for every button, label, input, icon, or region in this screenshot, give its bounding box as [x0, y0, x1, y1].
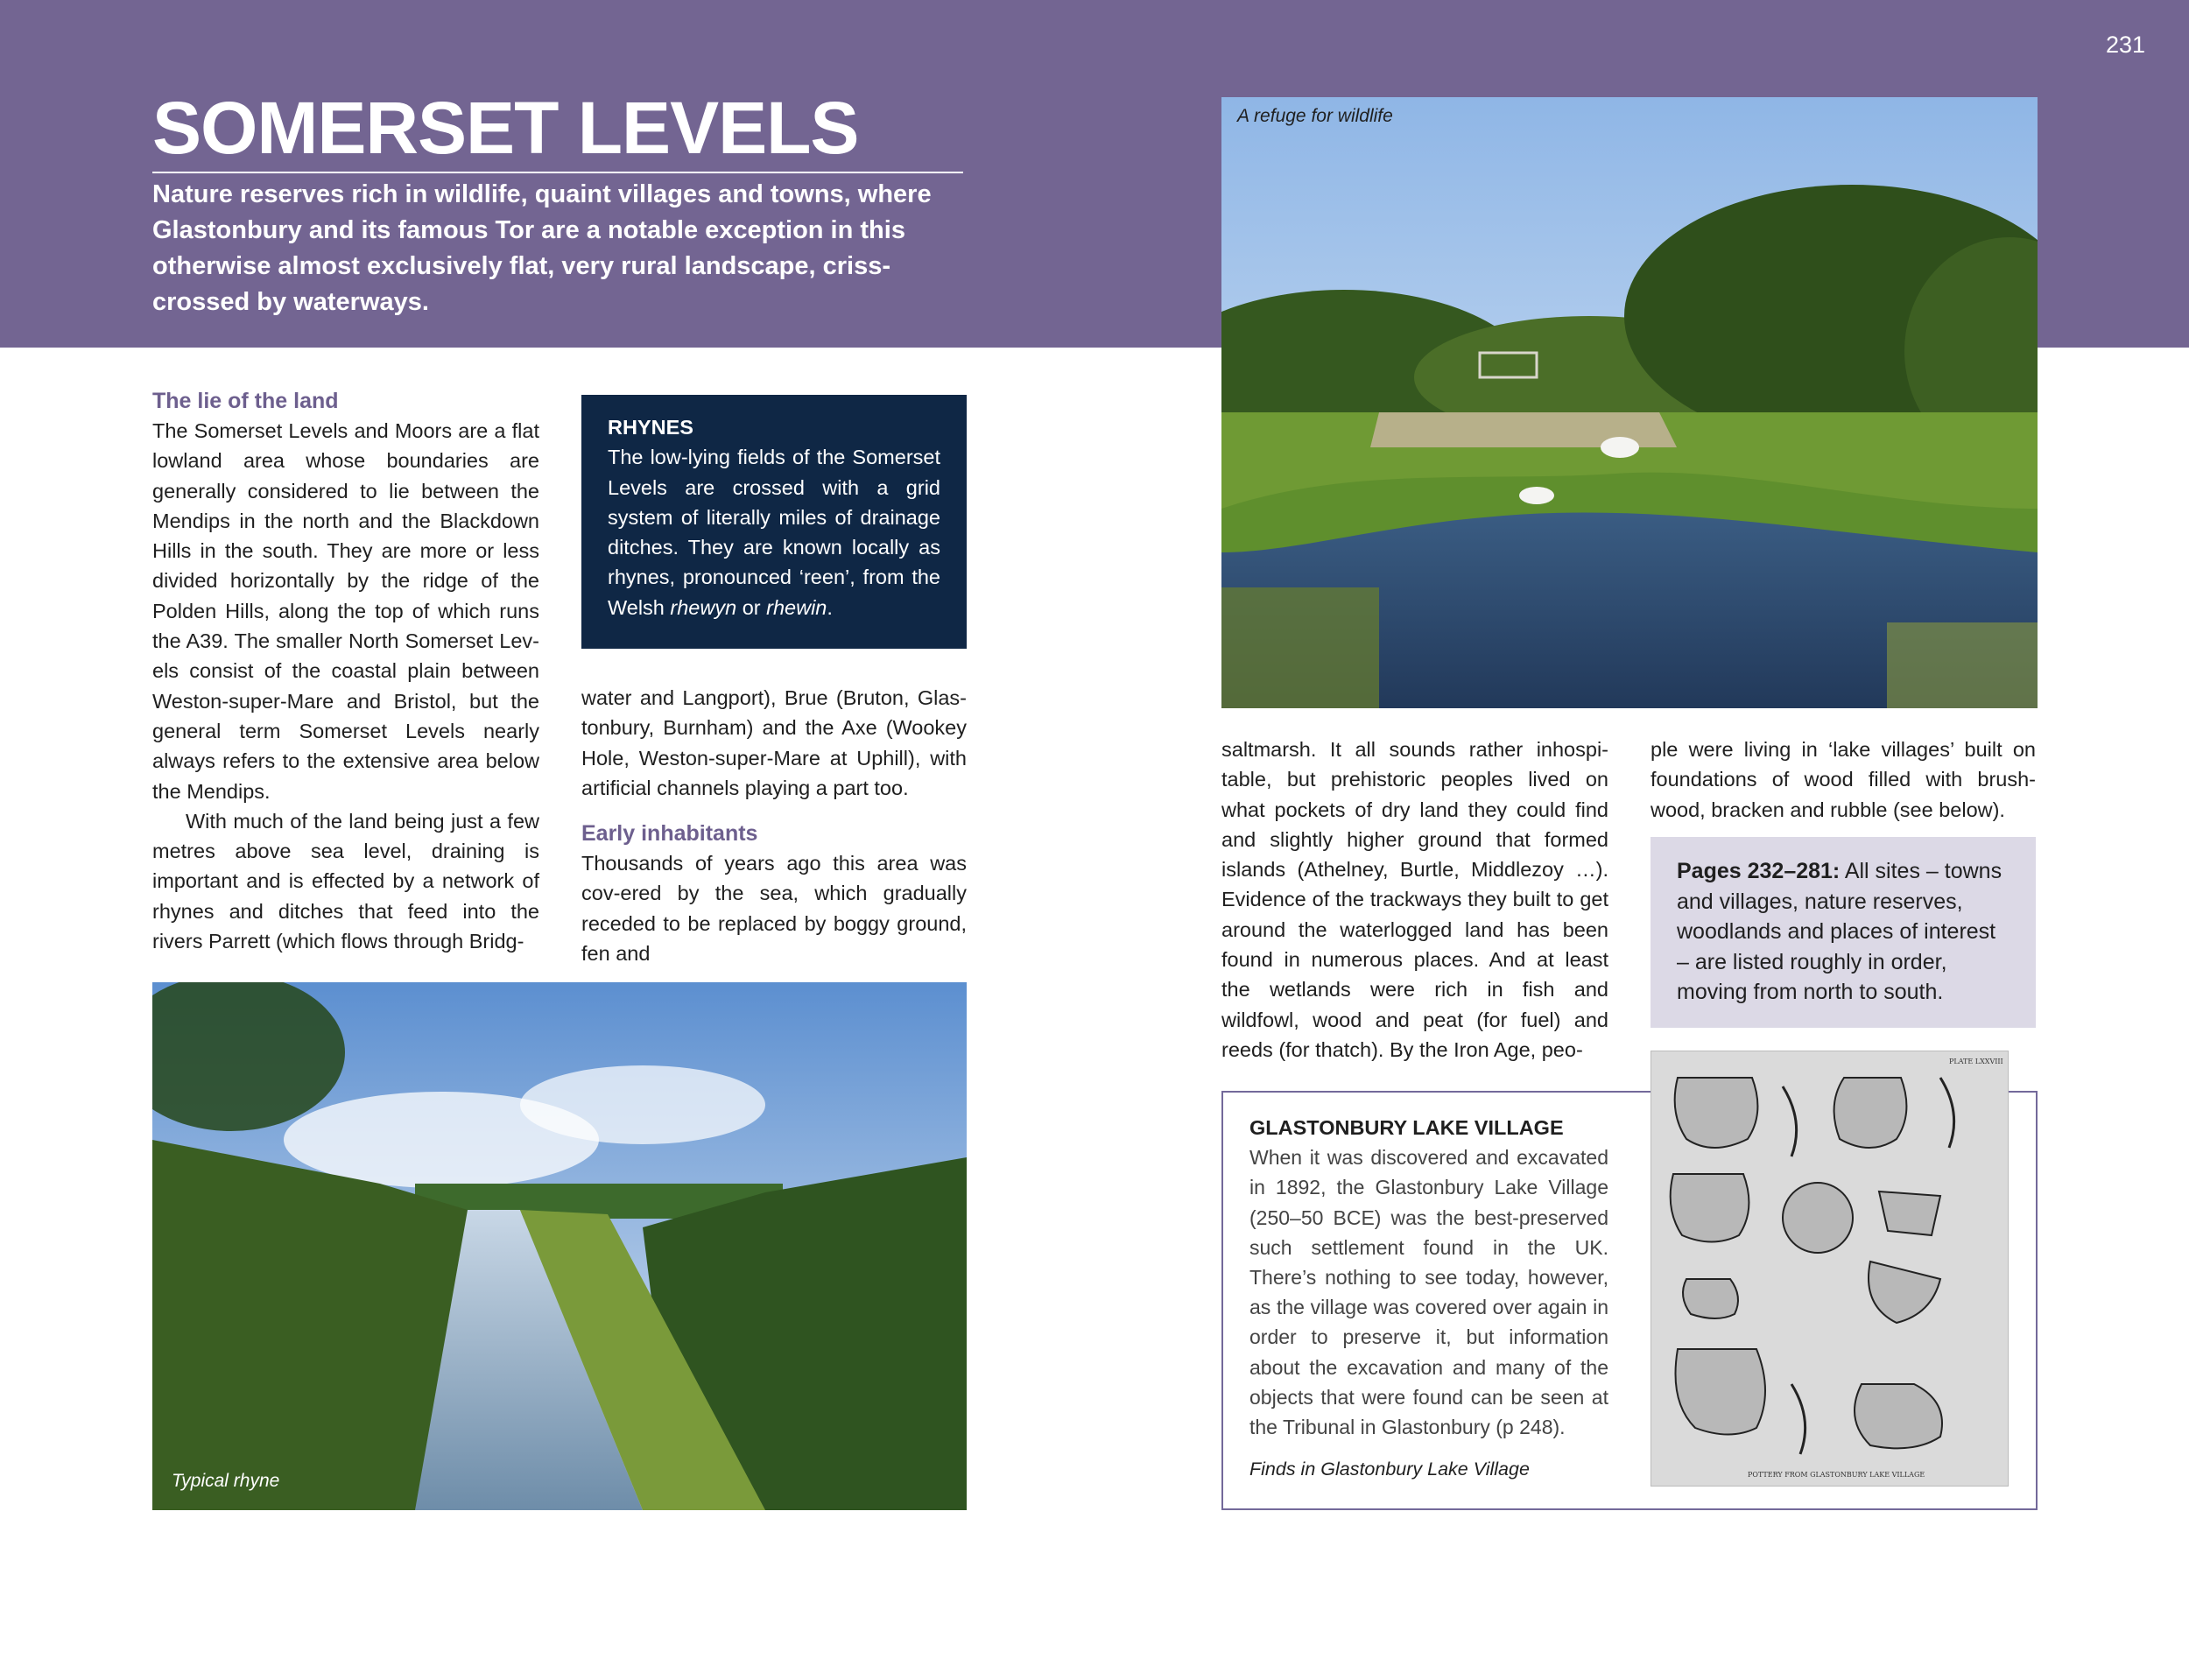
lake-village-text-block — [1249, 1113, 1608, 1442]
column-3 — [1221, 735, 1608, 1065]
section2-para3: ple were living in ‘lake villages’ built on foundations of wood filled with brush-wood, bracken and rubble (see below). — [1651, 738, 2036, 821]
photo-rhyne-illustration — [152, 982, 967, 1510]
rhynes-heading: RHYNES — [608, 416, 693, 439]
section2-para1: Thousands of years ago this area was cov-ered by the sea, which gradually receded to be replaced by boggy ground, fen and — [581, 852, 967, 966]
section1-para1: The Somerset Levels and Moors are a flat lowland area whose boundaries are generally considered to lie between the Mendips in the north and the Blackdown Hills in the south. They are more or less divided horizontally by the ridge of the Polden Hills, along the top of which runs the A39. The smaller North Somerset Lev-els consist of the coastal plain between Weston-super-Mare and Bristol, but the general term Somerset Levels nearly always refers to the extensive area below the Mendips. — [152, 419, 539, 803]
pottery-plate-image — [1651, 1051, 2009, 1487]
pages-info-box — [1651, 837, 2036, 1028]
page-number: 231 — [2105, 32, 2145, 58]
rhynes-text — [608, 442, 940, 622]
lake-village-heading: GLASTONBURY LAKE VILLAGE — [1249, 1116, 1564, 1139]
pages-text: All sites – towns and villages, nature reserves, woodlands and places of interest – are listed roughly in order, moving from north to south. — [1677, 859, 2002, 1004]
rhynes-italic-2: rhewin — [766, 595, 827, 619]
section-heading-lie-of-land: The lie of the land — [152, 389, 339, 413]
section2-para2: saltmarsh. It all sounds rather inhospi-table, but prehistoric peoples lived on what pockets of dry land they could find and slightly higher ground that formed islands (Athelney, Burtle, Middlezoy …). Evidence of the trackways they built to get around the waterlogged land has been found in numerous places. And at least the wetlands were rich in fish and wildfowl, wood and peat (for fuel) and reeds (for thatch). By the Iron Age, peo- — [1221, 738, 1608, 1061]
column-4 — [1651, 735, 2036, 825]
rhynes-text-b: or — [736, 595, 767, 619]
rhynes-text-a: The low-lying fields of the Somerset Levels are crossed with a grid system of literally miles of drainage ditches. They are known locally as rhynes, pronounced ‘reen’, from the Welsh — [608, 446, 940, 619]
section1-para3: water and Langport), Brue (Bruton, Glas-tonbury, Burnham) and the Axe (Wookey Hole, Weston-super-Mare at Uphill), with artificial channels playing a part too. — [581, 686, 967, 799]
column-1 — [152, 386, 539, 956]
rhynes-box — [581, 395, 967, 649]
caption-wildlife: A refuge for wildlife — [1237, 106, 1393, 126]
caption-typical-rhyne: Typical rhyne — [172, 1471, 280, 1491]
rhynes-text-c: . — [827, 595, 833, 619]
plate-header-text: PLATE LXXVIII — [1949, 1058, 2003, 1065]
column-2 — [581, 683, 967, 968]
photo-typical-rhyne — [152, 982, 967, 1510]
plate-footer-text: POTTERY FROM GLASTONBURY LAKE VILLAGE — [1748, 1471, 1925, 1479]
intro-text: Nature reserves rich in wildlife, quaint villages and towns, where Glastonbury and its famous Tor are a notable exception in this otherwise almost exclusively flat, very rural landscape, criss-crossed by waterways. — [152, 180, 932, 316]
photo-wildlife-refuge — [1221, 97, 2038, 708]
page-title: SOMERSET LEVELS — [152, 84, 963, 173]
pages-range: Pages 232–281: — [1677, 859, 1841, 883]
photo-wildlife-illustration — [1221, 97, 2038, 708]
lake-village-text: When it was discovered and excavated in 1892, the Glastonbury Lake Village (250–50 BCE) was the best-preserved such settlement found in the UK. There’s nothing to see today, however, as the village was covered over again in order to preserve it, but information about the excavation and many of the objects that were found can be seen at the Tribunal in Glastonbury (p 248). — [1249, 1146, 1608, 1439]
section-heading-early-inhabitants: Early inhabitants — [581, 821, 758, 847]
rhynes-italic-1: rhewyn — [670, 595, 737, 619]
pottery-plate-illustration — [1651, 1051, 2008, 1486]
section1-para2: With much of the land being just a few metres above sea level, draining is important and is effected by a network of rhynes and ditches that feed into the rivers Parrett (which flows through Bridg- — [152, 809, 539, 953]
lake-village-caption: Finds in Glastonbury Lake Village — [1249, 1459, 1530, 1480]
